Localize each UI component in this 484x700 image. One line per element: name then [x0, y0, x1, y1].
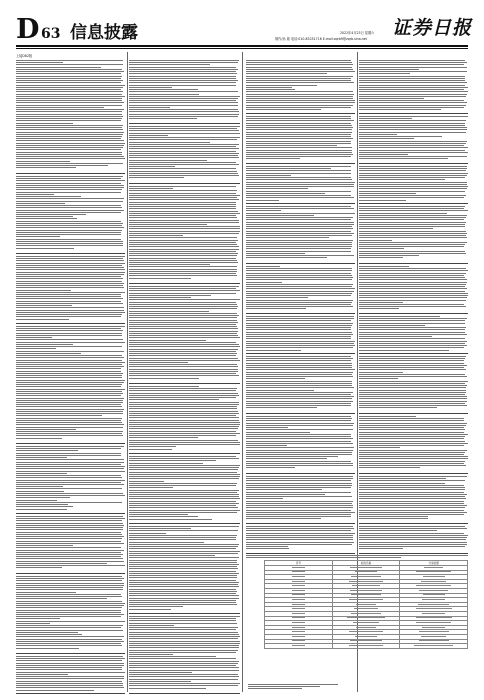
disclosure-table	[264, 560, 468, 680]
block-separator	[16, 253, 125, 254]
text-block	[359, 526, 468, 551]
text-block	[129, 126, 240, 180]
block-separator	[129, 383, 240, 384]
block-separator	[359, 473, 468, 474]
block-separator	[16, 443, 125, 444]
text-block	[359, 166, 468, 202]
block-separator	[359, 163, 468, 164]
text-block	[246, 116, 355, 161]
block-separator	[129, 183, 240, 184]
text-block	[246, 356, 355, 410]
block-separator	[246, 353, 355, 354]
block-separator	[359, 313, 468, 314]
block-separator	[16, 173, 125, 174]
text-block	[129, 186, 240, 280]
text-block	[246, 166, 355, 202]
text-block	[16, 446, 125, 511]
table-cell	[400, 644, 468, 649]
table-row	[265, 644, 468, 649]
block-separator	[246, 313, 355, 314]
text-block	[359, 266, 468, 311]
block-separator	[16, 693, 125, 694]
section-title: 信息披露	[70, 23, 138, 43]
text-block	[16, 326, 125, 440]
text-block	[359, 416, 468, 470]
block-separator	[246, 473, 355, 474]
block-separator	[246, 163, 355, 164]
text-block	[16, 516, 125, 570]
text-block	[129, 456, 240, 521]
text-block	[359, 60, 468, 111]
text-block	[129, 60, 240, 120]
block-separator	[359, 263, 468, 264]
text-block	[359, 316, 468, 352]
block-separator	[359, 113, 468, 114]
text-block	[16, 656, 125, 692]
block-separator	[16, 573, 125, 574]
text-block	[129, 616, 240, 690]
block-separator	[129, 283, 240, 284]
editor-contact-line: 制作/孙 瑞 电话:010-83251716 E-mail:zqrb9@zqrb.sina.net	[275, 37, 367, 41]
table-cell	[332, 644, 400, 649]
text-block	[246, 416, 355, 470]
text-block	[16, 256, 125, 321]
block-separator	[16, 513, 125, 514]
masthead-rule-thin	[16, 48, 468, 49]
text-block	[359, 476, 468, 521]
block-separator	[359, 523, 468, 524]
text-block	[246, 60, 355, 111]
column-divider	[127, 52, 128, 692]
column-header: 标的名称	[332, 561, 400, 566]
page-letter: D	[16, 14, 40, 45]
column-header: 交易金额	[400, 561, 468, 566]
block-separator	[246, 413, 355, 414]
table-cell	[265, 644, 333, 649]
continuation-note: 上接D62版	[16, 54, 33, 58]
masthead-rule	[16, 45, 468, 47]
text-block	[16, 60, 125, 169]
block-separator	[129, 123, 240, 124]
disclosure-body	[16, 52, 468, 692]
block-separator	[246, 113, 355, 114]
text-block	[129, 386, 240, 451]
block-separator	[359, 553, 468, 554]
block-separator	[129, 693, 240, 694]
column-divider	[242, 52, 243, 692]
block-separator	[129, 453, 240, 454]
newspaper-logo: 证券日报	[392, 17, 473, 39]
issue-date: 2022年4月23日 星期六	[340, 31, 375, 35]
text-block	[16, 176, 125, 250]
text-block	[129, 286, 240, 380]
text-block	[246, 316, 355, 352]
block-separator	[246, 523, 355, 524]
block-separator	[16, 323, 125, 324]
text-block	[246, 206, 355, 260]
column-header: 序号	[265, 561, 333, 566]
block-separator	[246, 203, 355, 204]
block-separator	[246, 263, 355, 264]
text-block	[246, 526, 355, 551]
text-block	[246, 266, 355, 311]
text-block	[246, 476, 355, 521]
block-separator	[359, 203, 468, 204]
text-block	[16, 576, 125, 650]
block-separator	[129, 613, 240, 614]
text-block	[359, 356, 468, 410]
block-separator	[16, 653, 125, 654]
text-block	[359, 116, 468, 161]
block-separator	[359, 353, 468, 354]
block-separator	[359, 413, 468, 414]
text-block	[359, 206, 468, 260]
block-separator	[129, 523, 240, 524]
text-block	[129, 526, 240, 611]
table-footnote	[248, 684, 338, 691]
page-number: 63	[41, 26, 61, 42]
block-separator	[246, 553, 355, 554]
text-block	[246, 555, 468, 559]
masthead	[0, 0, 484, 46]
